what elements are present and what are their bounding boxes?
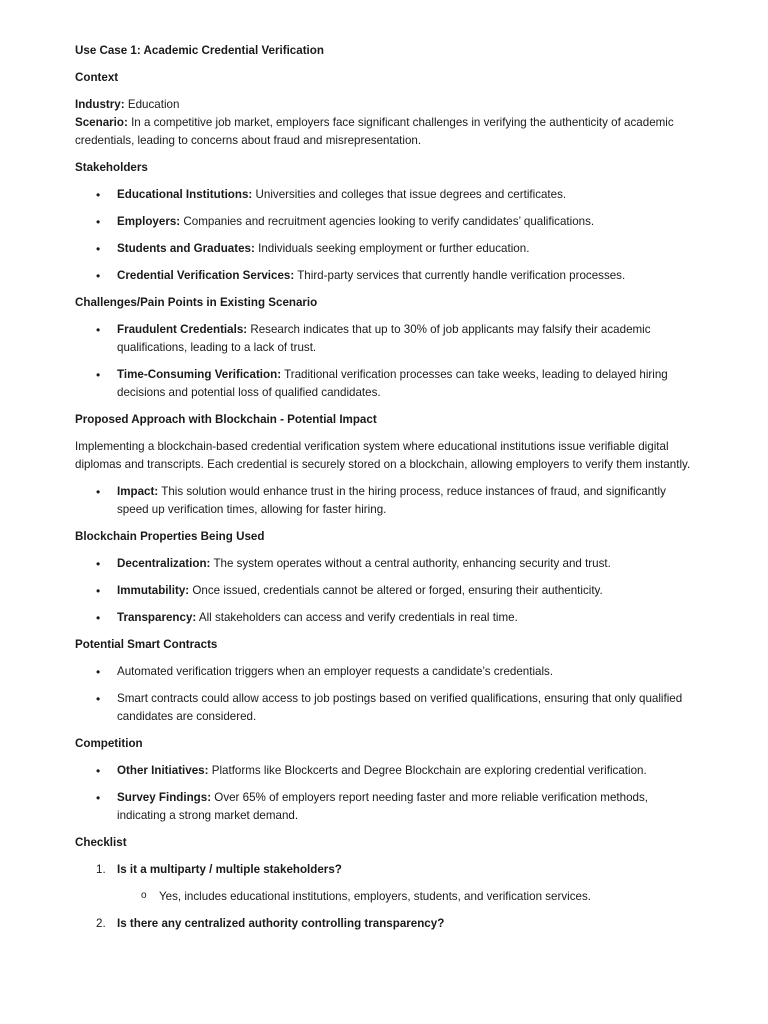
stakeholders-heading: Stakeholders (75, 161, 148, 174)
item-label: Other Initiatives: (117, 764, 209, 777)
item-text: Companies and recruitment agencies looking to verify candidates’ qualifications. (183, 215, 595, 228)
checklist-question: Is there any centralized authority controlling transparency? (117, 917, 445, 930)
list-item (75, 213, 700, 231)
item-label: Decentralization: (117, 557, 211, 570)
scenario-text: In a competitive job market, employers face significant challenges in verifying the authenticity of academic credentials, leading to concerns about fraud and misrepresentation. (75, 116, 674, 147)
list-item (75, 609, 700, 627)
checklist-list (75, 861, 700, 933)
stakeholders-list (75, 186, 700, 285)
industry-line (75, 96, 700, 114)
approach-heading: Proposed Approach with Blockchain - Potential Impact (75, 413, 377, 426)
approach-list (75, 483, 700, 519)
item-label: Time-Consuming Verification: (117, 368, 282, 381)
context-heading: Context (75, 71, 119, 84)
item-text: Research indicates that up to 30% of job applicants may falsify their academic qualifications, leading to a lack of trust. (117, 323, 651, 354)
answer-list (117, 888, 700, 906)
item-text: This solution would enhance trust in the hiring process, reduce instances of fraud, and significantly speed up verification times, allowing for faster hiring. (117, 485, 666, 516)
item-text: All stakeholders can access and verify credentials in real time. (198, 611, 518, 624)
item-text: Traditional verification processes can take weeks, leading to delayed hiring decisions and potential loss of qualified candidates. (117, 368, 668, 399)
item-label: Immutability: (117, 584, 190, 597)
scenario-line (75, 114, 700, 150)
scenario-label: Scenario: (75, 116, 128, 129)
item-text: Universities and colleges that issue degrees and certificates. (255, 188, 567, 201)
item-text: Platforms like Blockcerts and Degree Blockchain are exploring credential verification. (211, 764, 647, 777)
item-text: Automated verification triggers when an employer requests a candidate’s credentials. (117, 665, 554, 678)
item-label: Transparency: (117, 611, 197, 624)
challenges-list (75, 321, 700, 402)
item-text: The system operates without a central authority, enhancing security and trust. (213, 557, 611, 570)
smart-contracts-heading: Potential Smart Contracts (75, 638, 218, 651)
document-page (75, 42, 700, 942)
list-item (75, 366, 700, 402)
competition-list (75, 762, 700, 825)
checklist-item (75, 915, 700, 933)
list-item (75, 762, 700, 780)
item-number: 2. (96, 917, 106, 930)
item-text: Third-party services that currently handle verification processes. (297, 269, 626, 282)
list-item (75, 663, 700, 681)
item-label: Students and Graduates: (117, 242, 255, 255)
item-number: 1. (96, 863, 106, 876)
item-text: Once issued, credentials cannot be altered or forged, ensuring their authenticity. (192, 584, 603, 597)
approach-paragraph: Implementing a blockchain-based credential verification system where educational institutions issue verifiable digital diplomas and transcripts. Each credential is securely stored on a blockchain, allowing employers to verify them instantly. (75, 440, 691, 471)
list-item (75, 789, 700, 825)
industry-label: Industry: (75, 98, 125, 111)
item-text: Over 65% of employers report needing faster and more reliable verification methods, indicating a strong market demand. (117, 791, 648, 822)
item-label: Credential Verification Services: (117, 269, 295, 282)
item-label: Impact: (117, 485, 159, 498)
checklist-answer: o Yes, includes educational institutions, employers, students, and verification services. (117, 888, 700, 906)
checklist-heading: Checklist (75, 836, 127, 849)
list-item (75, 240, 700, 258)
list-item (75, 690, 700, 726)
competition-heading: Competition (75, 737, 143, 750)
item-label: Fraudulent Credentials: (117, 323, 248, 336)
item-text: Smart contracts could allow access to job postings based on verified qualifications, ensuring that only qualified candidates are considered. (117, 692, 683, 723)
list-item (75, 267, 700, 285)
properties-list (75, 555, 700, 627)
properties-heading: Blockchain Properties Being Used (75, 530, 265, 543)
document-title: Use Case 1: Academic Credential Verification (75, 44, 324, 57)
list-item (75, 483, 700, 519)
item-text: Individuals seeking employment or further education. (258, 242, 530, 255)
context-block (75, 96, 700, 150)
smart-contracts-list (75, 663, 700, 726)
list-item (75, 321, 700, 357)
item-label: Survey Findings: (117, 791, 212, 804)
checklist-item (75, 861, 700, 906)
list-item (75, 582, 700, 600)
item-label: Educational Institutions: (117, 188, 253, 201)
checklist-question: Is it a multiparty / multiple stakeholders? (117, 863, 342, 876)
challenges-heading: Challenges/Pain Points in Existing Scenario (75, 296, 318, 309)
list-item (75, 186, 700, 204)
item-label: Employers: (117, 215, 181, 228)
industry-value: Education (127, 98, 180, 111)
list-item (75, 555, 700, 573)
